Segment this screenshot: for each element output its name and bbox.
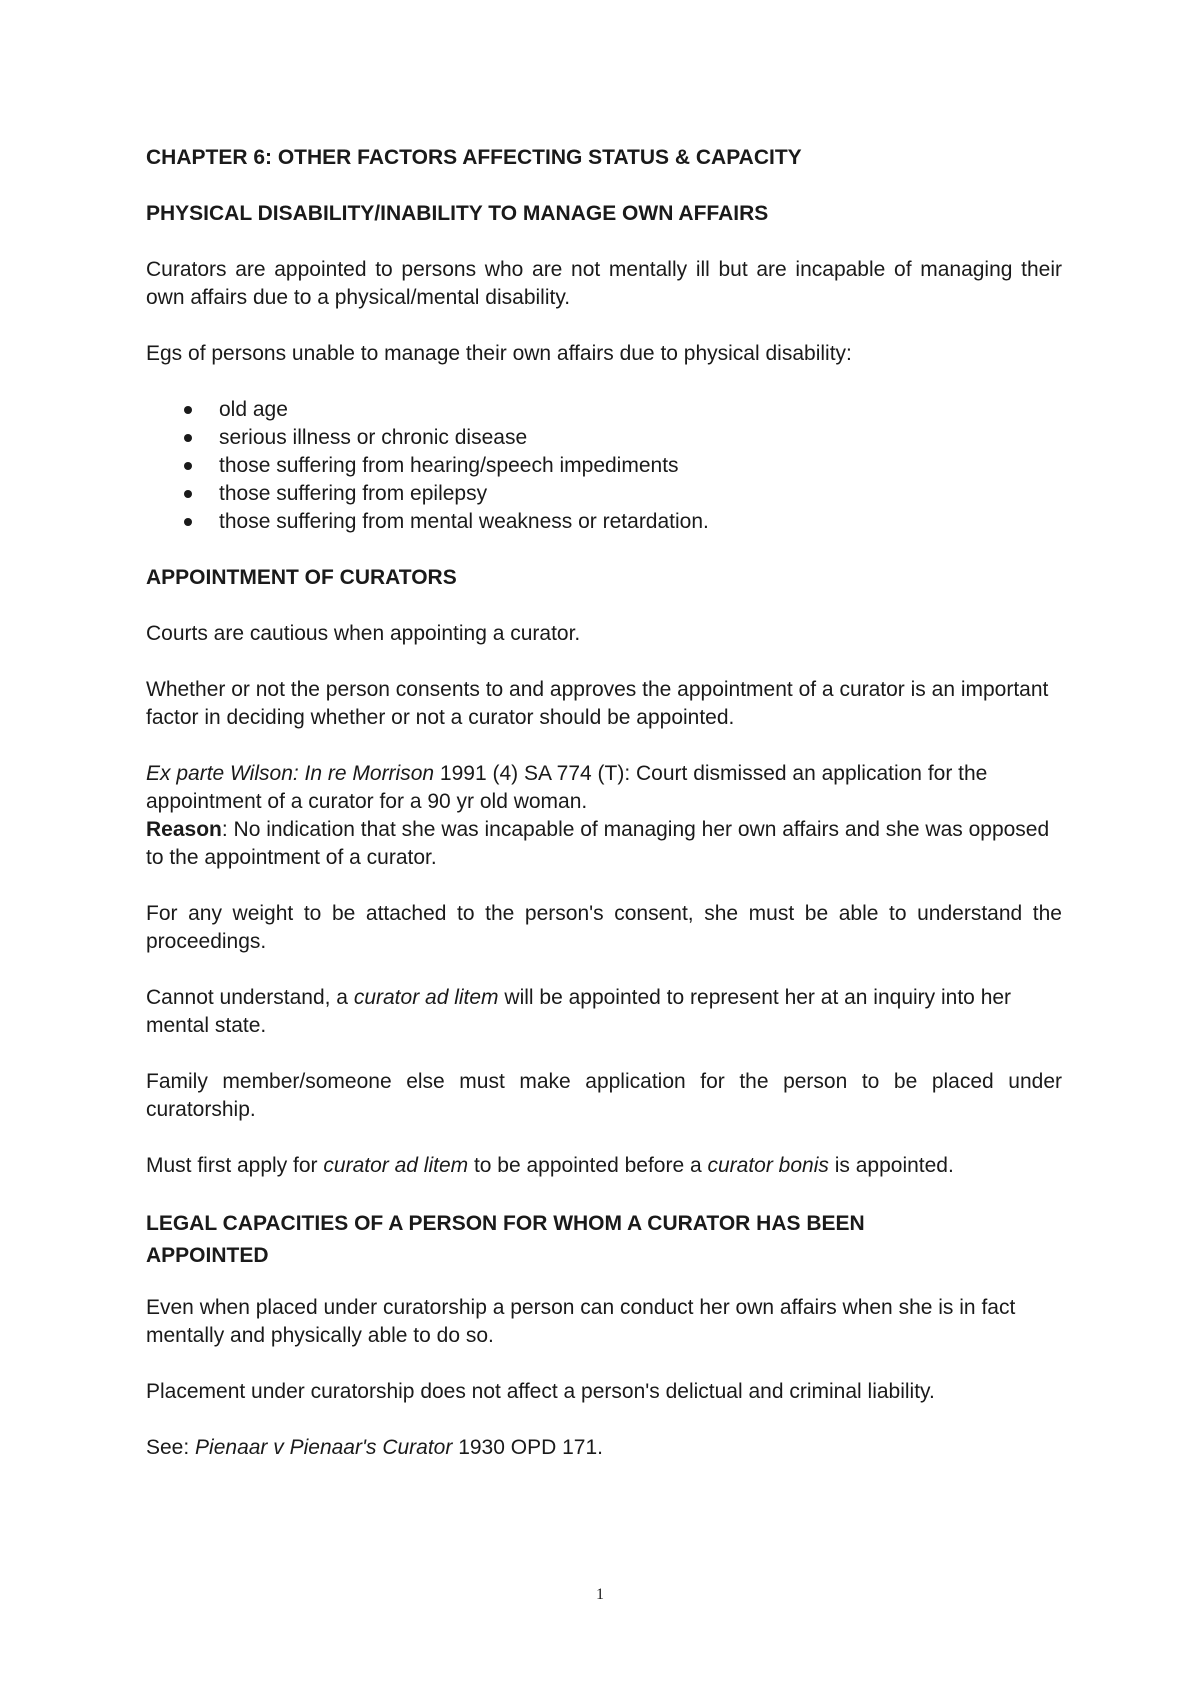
text-segment: Cannot understand, a [146,986,354,1009]
paragraph-family-application: Family member/someone else must make application for the person to be placed under curatorship. [146,1070,1062,1121]
paragraph-liability: Placement under curatorship does not affect a person's delictual and criminal liability. [146,1380,935,1403]
section-heading-physical-disability: PHYSICAL DISABILITY/INABILITY TO MANAGE OWN AFFAIRS [146,202,769,225]
list-item: serious illness or chronic disease [146,424,1062,452]
text-segment: to be appointed before a [468,1154,708,1177]
section-heading-legal-capacities [146,1208,1062,1272]
text-segment: is appointed. [828,1154,954,1177]
legal-term: curator bonis [707,1154,829,1177]
paragraph-conduct-own-affairs: Even when placed under curatorship a person can conduct her own affairs when she is in fact mentally and physically able to do so. [146,1296,1016,1347]
reason-text: : No indication that she was incapable of managing her own affairs and she was opposed to the appointment of a curator. [146,818,1050,869]
paragraph-curator-ad-litem [146,984,1062,1040]
heading-line: LEGAL CAPACITIES OF A PERSON FOR WHOM A CURATOR HAS BEEN [146,1212,865,1235]
case-citation: 1930 OPD 171. [452,1436,603,1459]
paragraph-case-wilson [146,760,1062,816]
text-segment: will be appointed to represent her at an inquiry into her mental state. [146,986,1012,1037]
case-name: Pienaar v Pienaar's Curator [195,1436,453,1459]
list-item: those suffering from hearing/speech impediments [146,452,1062,480]
reason-label: Reason [146,818,222,841]
disability-examples-list [146,396,1062,536]
paragraph-consent-weight: For any weight to be attached to the person's consent, she must be able to understand the proceedings. [146,902,1062,953]
section-heading-appointment-of-curators: APPOINTMENT OF CURATORS [146,566,457,589]
case-citation: 1991 (4) SA 774 (T): Court dismissed an application for the appointment of a curator for a 90 yr old woman. [146,762,988,813]
paragraph-examples-intro: Egs of persons unable to manage their own affairs due to physical disability: [146,342,852,365]
list-item: those suffering from epilepsy [146,480,1062,508]
paragraph-apply-first [146,1152,1062,1180]
heading-line: APPOINTED [146,1244,269,1267]
see-label: See: [146,1436,196,1459]
document-body [146,144,1062,1490]
list-item: those suffering from mental weakness or retardation. [146,508,1062,536]
chapter-title: CHAPTER 6: OTHER FACTORS AFFECTING STATUS & CAPACITY [146,146,802,169]
legal-term: curator ad litem [353,986,499,1009]
paragraph-curators-appointed: Curators are appointed to persons who are not mentally ill but are incapable of managing their own affairs due to a physical/mental disability. [146,258,1062,309]
text-segment: Must first apply for [146,1154,324,1177]
paragraph-reason [146,816,1062,872]
legal-term: curator ad litem [323,1154,469,1177]
page-number: 1 [596,1586,604,1603]
paragraph-consent-factor: Whether or not the person consents to and approves the appointment of a curator is an important factor in deciding whether or not a curator should be appointed. [146,678,1049,729]
paragraph-see-case [146,1434,1062,1462]
paragraph-courts-cautious: Courts are cautious when appointing a curator. [146,622,581,645]
list-item: old age [146,396,1062,424]
case-name: Ex parte Wilson: In re Morrison [146,762,435,785]
